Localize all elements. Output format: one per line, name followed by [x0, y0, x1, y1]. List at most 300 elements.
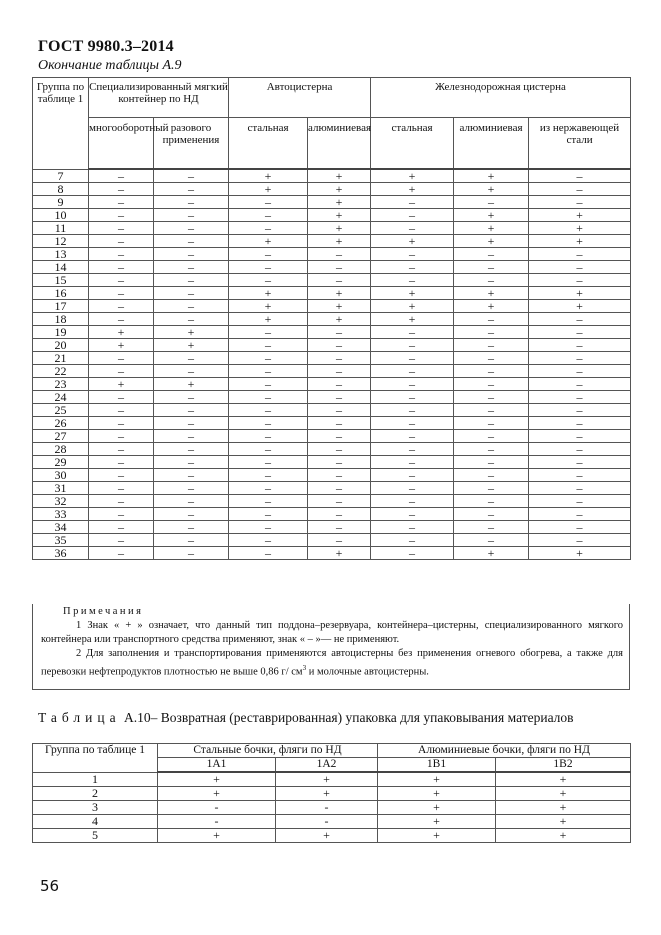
applicability-cell: +	[371, 235, 454, 248]
table-row	[33, 521, 631, 534]
applicability-cell: –	[229, 417, 308, 430]
applicability-cell: –	[454, 482, 529, 495]
group-number-cell: 12	[33, 235, 89, 248]
table-row	[33, 287, 631, 300]
group-number-cell: 26	[33, 417, 89, 430]
applicability-cell: +	[154, 339, 229, 352]
applicability-cell: -	[158, 815, 276, 829]
table-row	[33, 430, 631, 443]
group-number-cell: 1	[33, 772, 158, 787]
applicability-cell: +	[308, 196, 371, 209]
table-row	[33, 274, 631, 287]
applicability-cell: +	[454, 235, 529, 248]
table-row	[33, 417, 631, 430]
applicability-cell: –	[454, 313, 529, 326]
applicability-cell: –	[154, 222, 229, 235]
applicability-cell: –	[371, 469, 454, 482]
header-truck-aluminium: алюминиевая	[308, 118, 371, 170]
applicability-cell: +	[276, 787, 378, 801]
applicability-cell: –	[529, 248, 631, 261]
applicability-cell: –	[371, 547, 454, 560]
header-rail-steel: стальная	[371, 118, 454, 170]
applicability-cell: +	[454, 300, 529, 313]
group-number-cell: 20	[33, 339, 89, 352]
applicability-cell: –	[371, 534, 454, 547]
applicability-cell: –	[529, 326, 631, 339]
applicability-cell: +	[454, 183, 529, 196]
applicability-cell: +	[308, 235, 371, 248]
group-number-cell: 22	[33, 365, 89, 378]
applicability-cell: –	[308, 339, 371, 352]
table-row	[33, 815, 631, 829]
table-row	[33, 404, 631, 417]
applicability-cell: –	[154, 261, 229, 274]
applicability-cell: –	[89, 430, 154, 443]
applicability-cell: –	[308, 430, 371, 443]
applicability-cell: –	[308, 248, 371, 261]
applicability-cell: –	[308, 365, 371, 378]
applicability-cell: –	[89, 300, 154, 313]
applicability-cell: –	[454, 261, 529, 274]
applicability-cell: +	[158, 829, 276, 843]
table-row	[33, 495, 631, 508]
applicability-cell: +	[229, 235, 308, 248]
group-number-cell: 4	[33, 815, 158, 829]
applicability-cell: –	[229, 378, 308, 391]
applicability-cell: –	[154, 508, 229, 521]
note-2-superscript: 3	[302, 664, 307, 672]
table-row	[33, 378, 631, 391]
applicability-cell: –	[371, 248, 454, 261]
applicability-cell: +	[371, 300, 454, 313]
applicability-cell: –	[89, 261, 154, 274]
applicability-cell: –	[89, 534, 154, 547]
table-a9-body	[33, 169, 631, 560]
applicability-cell: –	[154, 352, 229, 365]
applicability-cell: –	[529, 534, 631, 547]
note-1: 1 Знак « + » означает, что данный тип поддона–резервуара, контейнера–цистерны, специализированного мягкого контейнера или транспортного средства применяют, знак « – »— не применяют.	[41, 620, 623, 645]
applicability-cell: –	[308, 508, 371, 521]
applicability-cell: +	[89, 378, 154, 391]
note-2-text-end: и молочные автоцистерны.	[306, 666, 429, 678]
applicability-cell: –	[154, 248, 229, 261]
applicability-cell: –	[454, 521, 529, 534]
applicability-cell: +	[308, 300, 371, 313]
applicability-cell: –	[229, 196, 308, 209]
table-continuation-caption: Окончание таблицы А.9	[38, 58, 182, 73]
header-group: Группа по таблице 1	[33, 78, 89, 170]
group-number-cell: 11	[33, 222, 89, 235]
applicability-cell: –	[229, 456, 308, 469]
applicability-cell: +	[371, 287, 454, 300]
applicability-cell: –	[89, 521, 154, 534]
table-row	[33, 339, 631, 352]
applicability-cell: +	[229, 313, 308, 326]
group-number-cell: 23	[33, 378, 89, 391]
applicability-cell: +	[158, 772, 276, 787]
applicability-cell: –	[371, 378, 454, 391]
applicability-cell: –	[229, 326, 308, 339]
applicability-cell: –	[308, 534, 371, 547]
applicability-cell: –	[229, 261, 308, 274]
applicability-cell: –	[89, 169, 154, 183]
applicability-cell: –	[229, 222, 308, 235]
applicability-cell: –	[454, 443, 529, 456]
applicability-cell: –	[229, 534, 308, 547]
applicability-cell: +	[308, 169, 371, 183]
header-truck-tank: Автоцистерна	[229, 78, 371, 118]
group-number-cell: 36	[33, 547, 89, 560]
applicability-cell: –	[308, 326, 371, 339]
applicability-cell: –	[229, 248, 308, 261]
applicability-cell: –	[454, 326, 529, 339]
applicability-cell: –	[154, 391, 229, 404]
applicability-cell: +	[496, 801, 631, 815]
group-number-cell: 32	[33, 495, 89, 508]
applicability-cell: +	[308, 183, 371, 196]
group-number-cell: 15	[33, 274, 89, 287]
applicability-cell: –	[154, 300, 229, 313]
applicability-cell: –	[454, 352, 529, 365]
applicability-cell: +	[89, 339, 154, 352]
applicability-cell: –	[308, 378, 371, 391]
group-number-cell: 5	[33, 829, 158, 843]
group-number-cell: 21	[33, 352, 89, 365]
applicability-cell: –	[154, 547, 229, 560]
applicability-cell: +	[229, 300, 308, 313]
header-soft-reusable: многооборотный	[89, 118, 154, 170]
table-row	[33, 326, 631, 339]
applicability-cell: –	[154, 274, 229, 287]
applicability-cell: –	[371, 456, 454, 469]
applicability-cell: +	[158, 787, 276, 801]
applicability-cell: –	[529, 391, 631, 404]
applicability-cell: –	[529, 495, 631, 508]
applicability-cell: +	[454, 287, 529, 300]
table-row	[33, 391, 631, 404]
applicability-cell: –	[229, 430, 308, 443]
applicability-cell: –	[454, 378, 529, 391]
page-number: 56	[40, 877, 60, 895]
applicability-cell: –	[89, 352, 154, 365]
table-row	[33, 443, 631, 456]
applicability-cell: –	[371, 222, 454, 235]
group-number-cell: 24	[33, 391, 89, 404]
group-number-cell: 34	[33, 521, 89, 534]
applicability-cell: +	[371, 313, 454, 326]
applicability-cell: +	[276, 772, 378, 787]
applicability-cell: –	[154, 287, 229, 300]
group-number-cell: 14	[33, 261, 89, 274]
applicability-cell: –	[371, 404, 454, 417]
applicability-cell: +	[529, 300, 631, 313]
applicability-cell: –	[371, 274, 454, 287]
applicability-cell: –	[454, 495, 529, 508]
applicability-cell: –	[89, 196, 154, 209]
applicability-cell: –	[89, 222, 154, 235]
applicability-cell: –	[229, 352, 308, 365]
applicability-cell: –	[89, 482, 154, 495]
applicability-cell: +	[529, 209, 631, 222]
table-row	[33, 508, 631, 521]
applicability-cell: –	[89, 183, 154, 196]
table-row	[33, 534, 631, 547]
applicability-cell: –	[371, 430, 454, 443]
table-row	[33, 248, 631, 261]
applicability-cell: –	[454, 274, 529, 287]
applicability-cell: +	[529, 235, 631, 248]
applicability-cell: –	[454, 417, 529, 430]
applicability-cell: –	[529, 378, 631, 391]
table-row	[33, 787, 631, 801]
applicability-cell: –	[229, 469, 308, 482]
applicability-cell: +	[496, 815, 631, 829]
applicability-cell: +	[496, 787, 631, 801]
applicability-cell: –	[89, 391, 154, 404]
applicability-cell: –	[529, 456, 631, 469]
applicability-cell: –	[454, 430, 529, 443]
applicability-cell: –	[89, 274, 154, 287]
applicability-cell: –	[371, 326, 454, 339]
table-row	[33, 547, 631, 560]
group-number-cell: 16	[33, 287, 89, 300]
applicability-cell: –	[229, 391, 308, 404]
applicability-cell: –	[454, 391, 529, 404]
note-2	[33, 647, 629, 680]
applicability-cell: –	[308, 443, 371, 456]
group-number-cell: 27	[33, 430, 89, 443]
table-a10	[32, 743, 631, 843]
header-truck-steel: стальная	[229, 118, 308, 170]
applicability-cell: –	[229, 404, 308, 417]
applicability-cell: +	[308, 547, 371, 560]
applicability-cell: –	[308, 521, 371, 534]
applicability-cell: –	[454, 248, 529, 261]
a10-header-1a2: 1А2	[276, 758, 378, 773]
applicability-cell: +	[378, 801, 496, 815]
applicability-cell: –	[229, 365, 308, 378]
applicability-cell: –	[229, 547, 308, 560]
applicability-cell: -	[276, 801, 378, 815]
a10-header-aluminium: Алюминиевые бочки, фляги по НД	[378, 744, 631, 758]
group-number-cell: 31	[33, 482, 89, 495]
applicability-cell: –	[89, 365, 154, 378]
applicability-cell: –	[154, 521, 229, 534]
group-number-cell: 29	[33, 456, 89, 469]
applicability-cell: –	[89, 404, 154, 417]
applicability-cell: –	[229, 443, 308, 456]
applicability-cell: –	[154, 456, 229, 469]
applicability-cell: –	[371, 352, 454, 365]
applicability-cell: –	[154, 495, 229, 508]
table-row	[33, 313, 631, 326]
applicability-cell: –	[229, 482, 308, 495]
applicability-cell: –	[154, 209, 229, 222]
applicability-cell: –	[529, 183, 631, 196]
applicability-cell: –	[529, 417, 631, 430]
applicability-cell: +	[454, 209, 529, 222]
group-number-cell: 25	[33, 404, 89, 417]
a10-header-steel: Стальные бочки, фляги по НД	[158, 744, 378, 758]
group-number-cell: 35	[33, 534, 89, 547]
notes-heading: Примечания	[63, 606, 144, 617]
applicability-cell: +	[529, 287, 631, 300]
applicability-cell: +	[308, 222, 371, 235]
applicability-cell: –	[154, 183, 229, 196]
group-number-cell: 9	[33, 196, 89, 209]
applicability-cell: –	[371, 365, 454, 378]
applicability-cell: –	[529, 482, 631, 495]
applicability-cell: –	[89, 209, 154, 222]
applicability-cell: –	[371, 482, 454, 495]
applicability-cell: –	[529, 169, 631, 183]
applicability-cell: +	[378, 829, 496, 843]
applicability-cell: –	[154, 404, 229, 417]
applicability-cell: –	[308, 417, 371, 430]
table-a10-body	[33, 772, 631, 843]
a10-header-group: Группа по таблице 1	[33, 744, 158, 773]
applicability-cell: +	[378, 815, 496, 829]
applicability-cell: –	[454, 469, 529, 482]
applicability-cell: –	[454, 508, 529, 521]
applicability-cell: +	[371, 183, 454, 196]
group-number-cell: 2	[33, 787, 158, 801]
applicability-cell: –	[154, 443, 229, 456]
applicability-cell: –	[154, 469, 229, 482]
a10-header-1b1: 1В1	[378, 758, 496, 773]
applicability-cell: +	[276, 829, 378, 843]
applicability-cell: –	[371, 495, 454, 508]
applicability-cell: –	[154, 417, 229, 430]
header-soft-container: Специализированный мягкий контейнер по НД	[89, 78, 229, 118]
applicability-cell: –	[454, 534, 529, 547]
applicability-cell: –	[229, 209, 308, 222]
applicability-cell: –	[371, 209, 454, 222]
group-number-cell: 8	[33, 183, 89, 196]
applicability-cell: +	[154, 326, 229, 339]
applicability-cell: –	[308, 261, 371, 274]
applicability-cell: +	[154, 378, 229, 391]
standard-number: ГОСТ 9980.3–2014	[38, 38, 174, 55]
applicability-cell: –	[308, 274, 371, 287]
applicability-cell: –	[89, 495, 154, 508]
applicability-cell: –	[89, 417, 154, 430]
applicability-cell: –	[454, 196, 529, 209]
applicability-cell: –	[89, 287, 154, 300]
applicability-cell: +	[308, 313, 371, 326]
applicability-cell: +	[496, 772, 631, 787]
applicability-cell: –	[154, 169, 229, 183]
applicability-cell: –	[371, 508, 454, 521]
table-row	[33, 261, 631, 274]
a10-header-1a1: 1А1	[158, 758, 276, 773]
applicability-cell: +	[529, 547, 631, 560]
table-row	[33, 772, 631, 787]
group-number-cell: 28	[33, 443, 89, 456]
applicability-cell: –	[529, 469, 631, 482]
applicability-cell: –	[529, 261, 631, 274]
applicability-cell: –	[371, 521, 454, 534]
applicability-cell: –	[529, 352, 631, 365]
applicability-cell: +	[308, 209, 371, 222]
applicability-cell: –	[89, 469, 154, 482]
group-number-cell: 7	[33, 169, 89, 183]
note-2-text: 2 Для заполнения и транспортирования применяются автоцистерны без применения огневого обогрева, а также для перевозки нефтепродуктов плотностью не выше 0,86 г/ см	[41, 648, 623, 678]
applicability-cell: –	[229, 521, 308, 534]
group-number-cell: 19	[33, 326, 89, 339]
applicability-cell: +	[371, 169, 454, 183]
applicability-cell: –	[89, 547, 154, 560]
table-row	[33, 352, 631, 365]
applicability-cell: +	[229, 183, 308, 196]
applicability-cell: –	[229, 339, 308, 352]
applicability-cell: –	[308, 482, 371, 495]
applicability-cell: –	[454, 365, 529, 378]
applicability-cell: –	[229, 508, 308, 521]
applicability-cell: –	[154, 365, 229, 378]
applicability-cell: –	[89, 248, 154, 261]
applicability-cell: –	[529, 313, 631, 326]
table-row	[33, 169, 631, 183]
applicability-cell: –	[454, 404, 529, 417]
applicability-cell: –	[89, 235, 154, 248]
group-number-cell: 18	[33, 313, 89, 326]
table-a9	[32, 77, 631, 560]
group-number-cell: 13	[33, 248, 89, 261]
header-rail-aluminium: алюминиевая	[454, 118, 529, 170]
table-row	[33, 222, 631, 235]
group-number-cell: 30	[33, 469, 89, 482]
table-row	[33, 183, 631, 196]
header-rail-tank: Железнодорожная цистерна	[371, 78, 631, 118]
table-a10-caption: А.10– Возвратная (реставрированная) упаковка для упаковывания материалов	[120, 710, 574, 725]
applicability-cell: –	[154, 196, 229, 209]
applicability-cell: +	[454, 547, 529, 560]
applicability-cell: –	[529, 365, 631, 378]
applicability-cell: –	[371, 339, 454, 352]
table-a10-title	[38, 710, 622, 725]
applicability-cell: –	[89, 443, 154, 456]
applicability-cell: –	[308, 456, 371, 469]
table-row	[33, 469, 631, 482]
applicability-cell: –	[154, 482, 229, 495]
applicability-cell: -	[158, 801, 276, 815]
table-row	[33, 365, 631, 378]
table-row	[33, 235, 631, 248]
applicability-cell: –	[454, 339, 529, 352]
applicability-cell: –	[529, 443, 631, 456]
applicability-cell: –	[371, 417, 454, 430]
table-label: Таблица	[38, 710, 121, 725]
applicability-cell: –	[154, 430, 229, 443]
table-row	[33, 482, 631, 495]
applicability-cell: +	[454, 222, 529, 235]
table-row	[33, 801, 631, 815]
applicability-cell: -	[276, 815, 378, 829]
table-row	[33, 829, 631, 843]
applicability-cell: –	[229, 495, 308, 508]
applicability-cell: –	[89, 508, 154, 521]
applicability-cell: –	[308, 404, 371, 417]
group-number-cell: 3	[33, 801, 158, 815]
group-number-cell: 17	[33, 300, 89, 313]
table-row	[33, 196, 631, 209]
applicability-cell: –	[371, 391, 454, 404]
applicability-cell: +	[378, 787, 496, 801]
group-number-cell: 33	[33, 508, 89, 521]
applicability-cell: –	[229, 274, 308, 287]
applicability-cell: –	[454, 456, 529, 469]
